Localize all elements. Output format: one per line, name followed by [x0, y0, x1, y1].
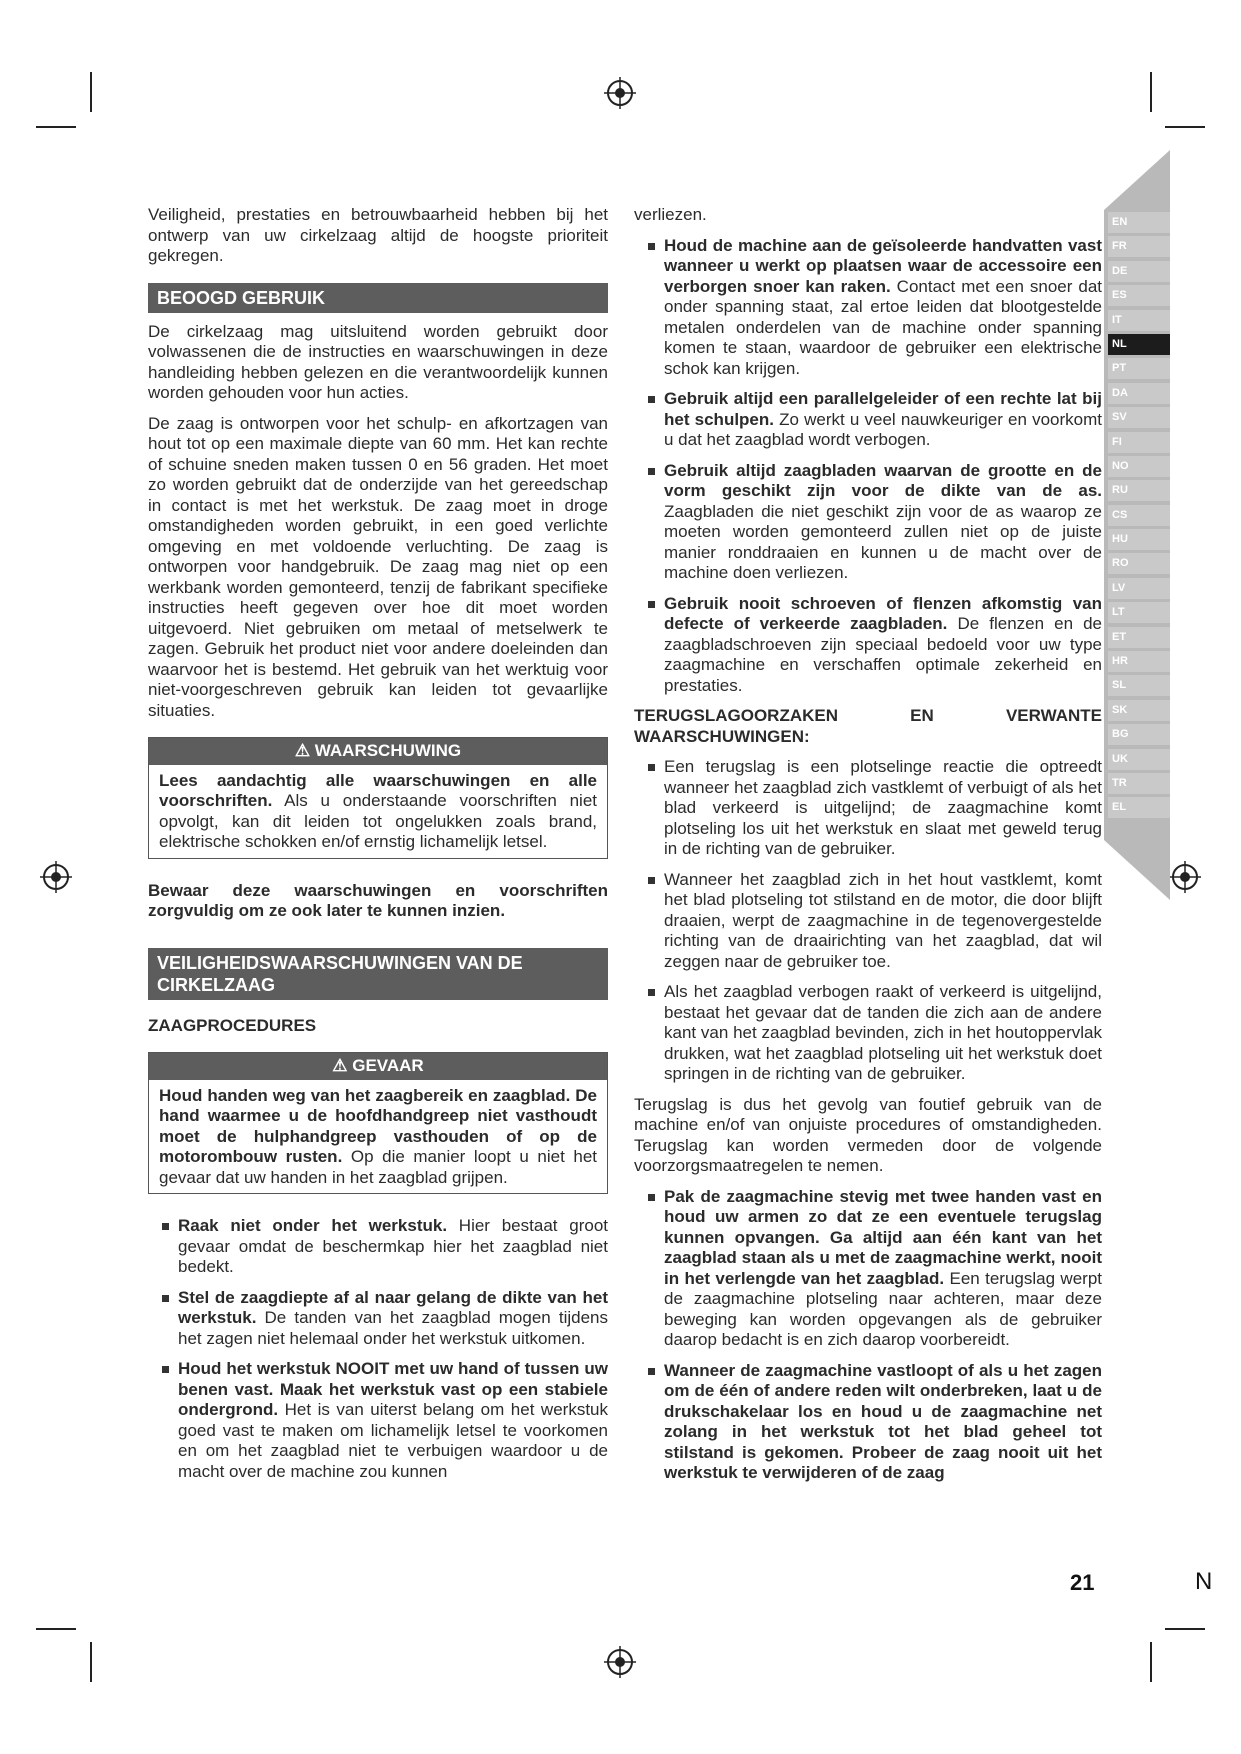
registration-mark-icon — [39, 860, 73, 894]
list-item: Houd het werkstuk NOOIT met uw hand of tussen uw benen vast. Maak het werkstuk vast op een stabiele ondergrond. Het is van uiterst belang om het werkstuk goed vast te maken om lichamelijk letsel te voorkomen en om het zaagblad niet te verbuigen waardoor u de macht over de machine zou kunnen — [148, 1359, 608, 1482]
language-tab-hr: HR — [1108, 651, 1170, 672]
language-tab-pt: PT — [1108, 358, 1170, 379]
crop-mark — [36, 126, 76, 128]
list-item: Stel de zaagdiepte af al naar gelang de dikte van het werkstuk. De tanden van het zaagblad mogen tijdens het zagen niet helemaal onder het werkstuk uitkomen. — [148, 1288, 608, 1350]
warning-box-title: ⚠ WAARSCHUWING — [149, 738, 607, 765]
warning-box — [148, 737, 608, 859]
crop-mark — [1165, 1628, 1205, 1630]
subheading-zaagprocedures: ZAAGPROCEDURES — [148, 1015, 317, 1035]
language-tab-uk: UK — [1108, 749, 1170, 770]
language-tab-sk: SK — [1108, 700, 1170, 721]
crop-mark — [1150, 1642, 1152, 1682]
danger-box — [148, 1052, 608, 1194]
language-tab-hu: HU — [1108, 529, 1170, 550]
language-tab-sv: SV — [1108, 407, 1170, 428]
language-tab-sl: SL — [1108, 675, 1170, 696]
right-column — [634, 205, 1102, 1494]
language-tab-bg: BG — [1108, 724, 1170, 745]
intro-paragraph: Veiligheid, prestaties en betrouwbaarheid hebben bij het ontwerp van uw cirkelzaag altijd de hoogste prioriteit gekregen. — [148, 205, 608, 265]
language-tab-ru: RU — [1108, 480, 1170, 501]
left-column — [148, 205, 608, 1492]
language-tab-lt: LT — [1108, 602, 1170, 623]
list-item: Een terugslag is een plotselinge reactie die optreedt wanneer het zaagblad zich vastklemt of verbuigt of als het blad verkeerd is uitgelijnd; de zaagmachine komt plotseling los uit het werkstuk en slaat met geweld terug in de richting van de gebruiker. — [634, 757, 1102, 860]
language-tab-es: ES — [1108, 285, 1170, 306]
crop-mark — [90, 1642, 92, 1682]
paragraph-continuation: verliezen. — [634, 205, 707, 224]
paragraph: De cirkelzaag mag uitsluitend worden gebruikt door volwassenen die de instructies en waarschuwingen in deze handleiding hebben gelezen en die verantwoordelijk kunnen worden gehouden voor hun acties. — [148, 321, 608, 402]
language-tab-el: EL — [1108, 797, 1170, 818]
language-tabs — [1108, 212, 1170, 822]
list-item: Pak de zaagmachine stevig met twee handen vast en houd uw armen zo dat ze een eventuele terugslag kunnen opvangen. Ga altijd aan één kant van het zaagblad staan als u met de zaagmachine werkt, nooit in het verlengde van het zaagblad. Een terugslag werpt de zaagmachine plotseling naar achteren, maar deze beweging kan worden opgevangen als de gebruiker daarop bedacht is en zich daarop voorbereidt. — [634, 1187, 1102, 1351]
list-item: Gebruik altijd een parallelgeleider of een rechte lat bij het schulpen. Zo werkt u veel nauwkeuriger en voorkomt u dat het zaagblad wordt verbogen. — [634, 389, 1102, 451]
paragraph: Terugslag is dus het gevolg van foutief gebruik van de machine en/of van onjuiste procedures of omstandigheden. Terugslag kan worden vermeden door de volgende voorzorgsmaatregelen te nemen. — [634, 1094, 1102, 1175]
crop-mark — [36, 1628, 76, 1630]
language-tab-nl: NL — [1108, 334, 1170, 355]
edge-mark: N — [1195, 1568, 1213, 1595]
section-heading-veiligheid: VEILIGHEIDSWAARSCHUWINGEN VAN DE CIRKELZAAG — [148, 948, 608, 1000]
language-tab-no: NO — [1108, 456, 1170, 477]
warning-icon: ⚠ — [294, 741, 315, 760]
list-item: Gebruik nooit schroeven of flenzen afkomstig van defecte of verkeerde zaagbladen. De flenzen en de zaagbladschroeven zijn speciaal bedoeld voor uw type zaagmachine en verschaffen optimale zekerheid en prestaties. — [634, 594, 1102, 697]
language-tab-lv: LV — [1108, 578, 1170, 599]
language-tab-et: ET — [1108, 627, 1170, 648]
list-item: Wanneer de zaagmachine vastloopt of als u het zagen om de één of andere reden wilt onderbreken, laat u de drukschakelaar los en houd u de zaagmachine net zolang in het werkstuk tot het blad geheel tot stilstand is gekomen. Probeer de zaag nooit uit het werkstuk te verwijderen of de zaag — [634, 1361, 1102, 1484]
danger-box-title: ⚠ GEVAAR — [149, 1053, 607, 1080]
paragraph: De zaag is ontworpen voor het schulp- en afkortzagen van hout tot op een maximale diepte van 60 mm. Het kan rechte of schuine sneden maken tussen 0 en 56 graden. Het moet zo worden gebruikt dat de onderzijde van het gereedschap in contact is met het werkstuk. De zaag moet in droge omstandigheden worden gebruikt, in een goed verlichte omgeving en met voldoende verluchting. De zaag is ontworpen voor handgebruik. De zaag mag niet op een werkbank worden gemonteerd, tenzij de fabrikant specifieke instructies heeft gegeven over hoe dit moet worden uitgevoerd. Niet gebruiken om metaal of metselwerk te zagen. Gebruik het product niet voor andere doeleinden dan waarvoor het is bestemd. Het gebruik van het werktuig voor niet-voorgeschreven gebruik kan leiden tot gevaarlijke situaties. — [148, 413, 608, 720]
list-item: Als het zaagblad verbogen raakt of verkeerd is uitgelijnd, bestaat het gevaar dat de tanden die zich aan de andere kant van het zaagblad bevinden, zich in het houtoppervlak drukken, wat het zaagblad plotseling uit het werkstuk doet springen in de richting van de gebruiker. — [634, 982, 1102, 1085]
language-tab-en: EN — [1108, 212, 1170, 233]
language-tab-tr: TR — [1108, 773, 1170, 794]
registration-mark-icon — [603, 1645, 637, 1679]
language-tab-ro: RO — [1108, 553, 1170, 574]
registration-mark-icon — [603, 76, 637, 110]
danger-icon: ⚠ — [332, 1056, 353, 1075]
crop-mark — [1165, 126, 1205, 128]
list-item: Raak niet onder het werkstuk. Hier bestaat groot gevaar omdat de beschermkap hier het zaagblad niet bedekt. — [148, 1216, 608, 1278]
warning-box-body: Lees aandachtig alle waarschuwingen en alle voorschriften. Als u onderstaande voorschriften niet opvolgt, kan dit leiden tot ongelukken zoals brand, elektrische schokken en/of ernstig lichamelijk letsel. — [159, 770, 597, 851]
list-item: Wanneer het zaagblad zich in het hout vastklemt, komt het blad plotseling tot stilstand en de motor, die door blijft draaien, werpt de zaagmachine in de tegenovergestelde richting van de draairichting van het zaagblad, dat wil zeggen naar de gebruiker toe. — [634, 870, 1102, 973]
language-tab-cs: CS — [1108, 505, 1170, 526]
language-tab-fr: FR — [1108, 236, 1170, 257]
language-tab-da: DA — [1108, 383, 1170, 404]
list-item: Gebruik altijd zaagbladen waarvan de grootte en de vorm geschikt zijn voor de dikte van de as. Zaagbladen die niet geschikt zijn voor de as waarop ze moeten worden gemonteerd zullen niet op de juiste manier ronddraaien en kunnen u de macht over de machine doen verliezen. — [634, 461, 1102, 584]
section-heading-beoogd-gebruik: BEOOGD GEBRUIK — [148, 283, 608, 313]
language-tab-it: IT — [1108, 310, 1170, 331]
danger-box-body: Houd handen weg van het zaagbereik en zaagblad. De hand waarmee u de hoofdhandgreep niet vasthoudt moet de hulphandgreep vasthouden of op de motorombouw rusten. Op die manier loopt u niet het gevaar dat uw handen in het zaagblad grijpen. — [159, 1085, 597, 1187]
list-item: Houd de machine aan de geïsoleerde handvatten vast wanneer u werkt op plaatsen waar de accessoire een verborgen snoer kan raken. Contact met een snoer dat onder spanning staat, zal ertoe leiden dat blootgestelde metalen onderdelen van de machine onder spanning komen te staan, waardoor de gebruiker een elektrische schok kan krijgen. — [634, 236, 1102, 380]
language-tab-de: DE — [1108, 261, 1170, 282]
crop-mark — [1150, 72, 1152, 112]
keep-instructions-note: Bewaar deze waarschuwingen en voorschriften zorgvuldig om ze ook later te kunnen inzien. — [148, 880, 608, 920]
subheading-terugslag: TERUGSLAGOORZAKEN EN VERWANTE WAARSCHUWINGEN: — [634, 706, 1102, 746]
crop-mark — [90, 72, 92, 112]
page-number: 21 — [1070, 1570, 1095, 1595]
language-tab-fi: FI — [1108, 432, 1170, 453]
